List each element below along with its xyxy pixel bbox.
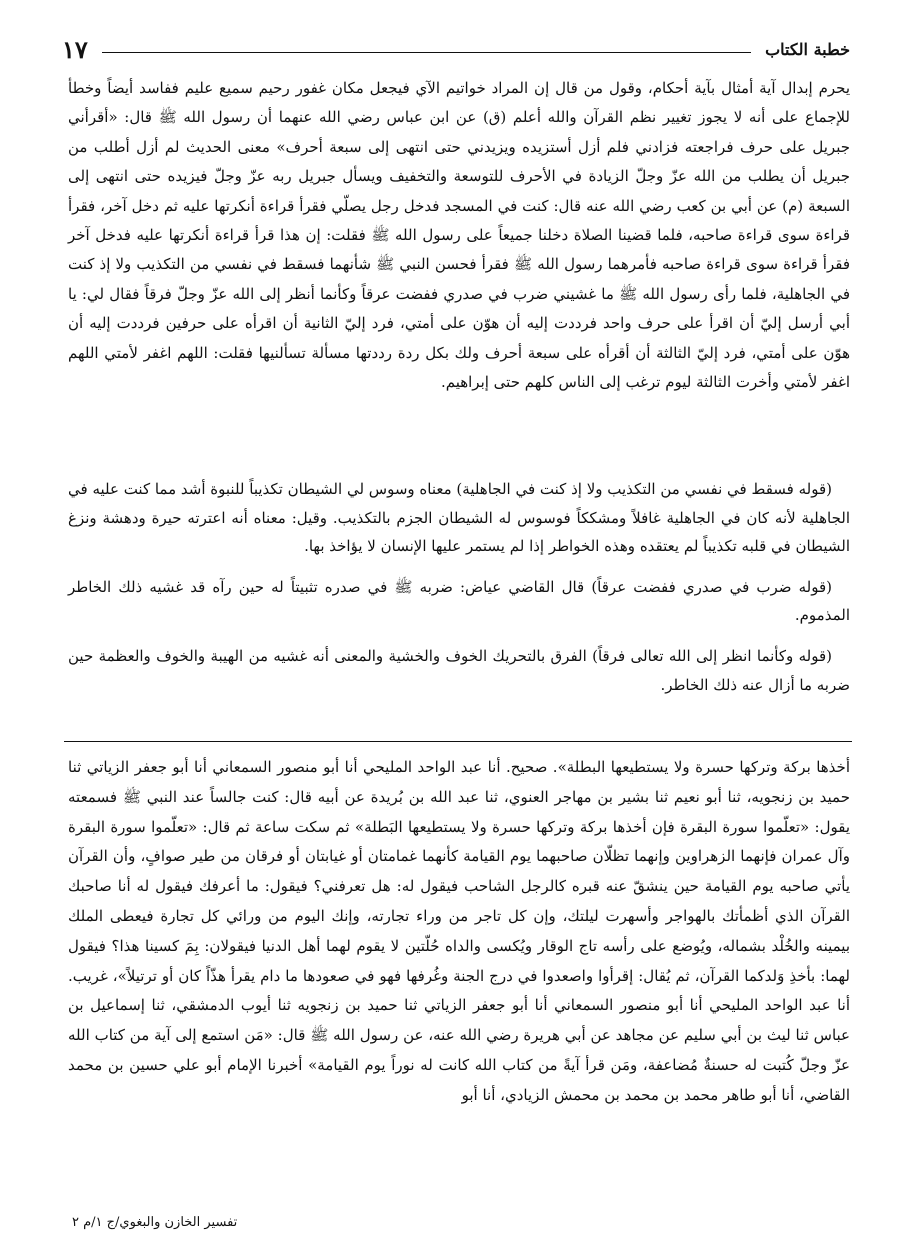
- header-rule: [102, 52, 751, 53]
- commentary-paragraph-3: (قوله وكأنما انظر إلى الله تعالى فرقاً) الفرق بالتحريك الخوف والخشية والمعنى أنه غشيه من الهيبة والخوف والعظمة حين ضربه ما أزال عنه ذلك الخاطر.: [68, 646, 850, 694]
- chapter-title: خطبة الكتاب: [765, 39, 850, 59]
- commentary-paragraph-1: (قوله فسقط في نفسي من التكذيب ولا إذ كنت في الجاهلية) معناه وسوس لي الشيطان تكذيباً للنبوة أشد مما كنت عليه في الجاهلية لأنه كان في الجاهلية غافلاً ومشككاً فوسوس له الشيطان الجزم بالتكذيب. وقيل: معناه أنه اعترته حيرة ودهشة ونزغ الشيطان في قلبه تكذيباً لم يعتقده وهذه الخواطر إذا لم يستمر عليها الإنسان لا يؤاخذ بها.: [68, 480, 850, 556]
- main-text: يحرم إبدال آية أمثال بآية أحكام، وقول من قال إن المراد خواتيم الآي فيجعل مكان غفور رحيم سميع عليم ففاسد أيضاً وخطأ للإجماع على أنه لا يجوز تغيير نظم القرآن والله أعلم (ق) عن ابن عباس رضي الله عنهما أن رسول الله ﷺ قال: «أقرأني جبريل على حرف فراجعته فزادني فلم أزل أستزيده ويزيدني حتى انتهى إلى سبعة أحرف» معنى الحديث لم أزل أطلب من جبريل أن يطلب من الله عزّ وجلّ الزيادة في الأحرف للتوسعة والتخفيف ويسأل جبريل ربه عزّ وجلّ فيزيده حتى انتهى إلى السبعة (م) عن أبي بن كعب رضي الله عنه قال: كنت في المسجد فدخل رجل يصلّي فقرأ قراءة أنكرتها عليه ثم دخل آخر، فقرأ قراءة سوى قراءة صاحبه، فلما قضينا الصلاة دخلنا جميعاً على رسول الله ﷺ فقلت: إن هذا قرأ قراءة أنكرتها عليه فدخل آخر فقرأ قراءة سوى قراءة صاحبه فأمرهما رسول الله ﷺ فقرأ فحسن النبي ﷺ شأنهما فسقط في نفسي من التكذيب ولا إذ كنت في الجاهلية، فلما رأى رسول الله ﷺ ما غشيني ضرب في صدري ففضت عرقاً وكأنما أنظر إلى الله عزّ وجلّ فرقاً فقال لي: يا أبي أرسل إليّ أن اقرأ على حرف واحد فرددت إليه أن هوّن على أمتي، فرد إليّ الثانية أن اقرأه على حرفين فرددت إليه أن هوّن على أمتي، فرد إليّ الثالثة أن أقرأه على سبعة أحرف ولك بكل ردة رددتها مسألة تسألنيها فقلت: اللهم اغفر لأمتي اللهم اغفر لأمتي وأخرت الثالثة ليوم ترغب إلى الناس كلهم حتى إبراهيم.: [68, 79, 851, 392]
- main-text-block: [68, 74, 850, 397]
- commentary-block: [68, 475, 850, 711]
- footnote-text: أخذها بركة وتركها حسرة ولا يستطيعها البطلة». صحيح. أنا عبد الواحد المليحي أنا أبو منصور السمعاني أنا أبو جعفر الزياتي ثنا حميد بن زنجويه، ثنا أبو نعيم ثنا بشير بن مهاجر العنوي، ثنا عبد الله بن بُريدة عن أبيه قال: كنت جالساً عند النبي ﷺ فسمعته يقول: «تعلّموا سورة البقرة فإن أخذها بركة وتركها حسرة ولا يستطيعها البَطلة» ثم سكت ساعة ثم قال: «تعلّموا سورة البقرة وآل عمران فإنهما الزهراوين وإنهما تظلّان صاحبهما يوم القيامة كأنهما غمامتان أو غيابتان أو فرقان من طير صوافٍ، وأن القرآن يأتي صاحبه يوم القيامة حين ينشقّ عنه قبره كالرجل الشاحب فيقول له: هل تعرفني؟ فيقول: ما أعرفك فيقول له أنا صاحبك القرآن الذي أظمأتك بالهواجر وأسهرت ليلتك، وإن كل تاجر من وراء تجارته، وإنك اليوم من ورائي كل تجارة فيعطى الملك بيمينه والخُلْد بشماله، ويُوضع على رأسه تاج الوقار ويُكسى والداه حُلّتين لا يقوم لهما أهل الدنيا فيقولان: بِمَ كسينا هذا؟ فيقول لهما: بأخذِ وَلدكما القرآن، ثم يُقال: إقرأوا واصعدوا في درج الجنة وغُرفها فهو في صعودها ما دام يقرأ هذّاً كان أو ترتيلاً»، غريب. أنا عبد الواحد المليحي أنا أبو منصور السمعاني أنا أبو جعفر الزياتي ثنا حميد بن زنجويه ثنا أيوب الدمشقي، ثنا إسماعيل بن عباس ثنا ليث بن أبي سليم عن مجاهد عن أبي هريرة رضي الله عنه، عن رسول الله ﷺ قال: «مَن استمع إلى آية من كتاب الله عزّ وجلّ كُتبت له حسنةٌ مُضاعفة، ومَن قرأ آيةً من كتاب الله كانت له نوراً يوم القيامة» أخبرنا الإمام أبو علي حسين بن محمد القاضي، أنا أبو طاهر محمد بن محمد بن محمش الزيادي، أنا أبو: [68, 758, 850, 1104]
- book-signature: تفسير الخازن والبغوي/ج ١/م ٢: [72, 1215, 238, 1230]
- commentary-paragraph-2: (قوله ضرب في صدري ففضت عرقاً) قال القاضي عياض: ضربه ﷺ في صدره تثبيتاً له حين رآه قد غشيه ذلك الخاطر المذموم.: [68, 577, 850, 625]
- page-number: ١٧: [62, 34, 88, 64]
- page-header: [62, 32, 850, 66]
- footnote-block: [68, 753, 850, 1111]
- footnote-separator: [64, 741, 852, 742]
